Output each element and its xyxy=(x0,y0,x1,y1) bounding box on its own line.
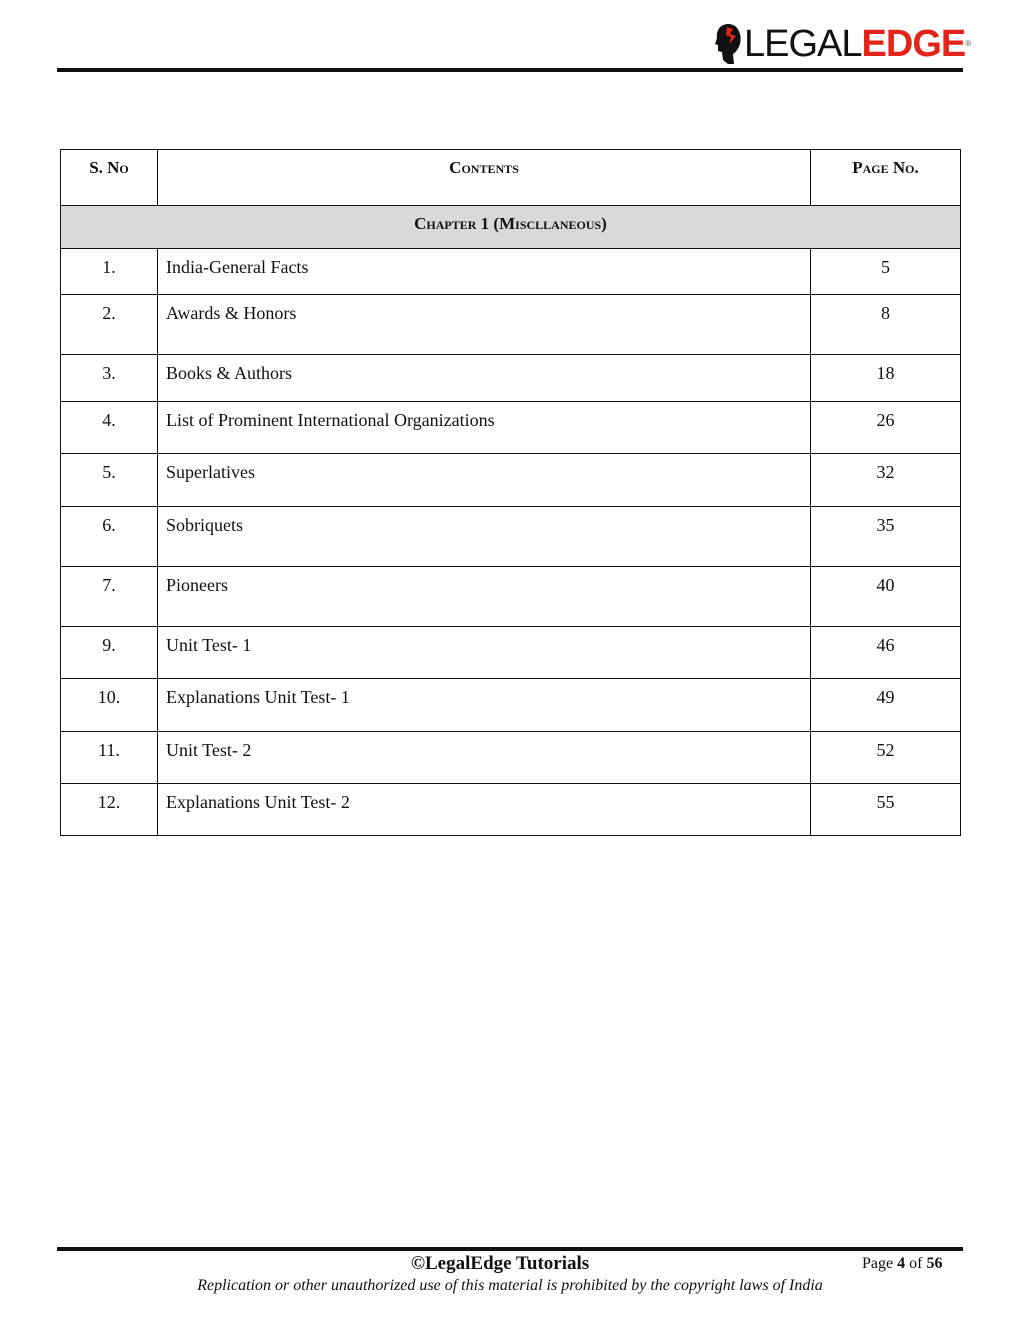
row-sno: 9. xyxy=(61,627,158,679)
row-content: List of Prominent International Organizations xyxy=(158,402,811,454)
row-sno: 7. xyxy=(61,567,158,627)
table-row xyxy=(61,507,961,567)
logo-edge-text: EDGE xyxy=(861,23,966,65)
table-row xyxy=(61,567,961,627)
row-content: Explanations Unit Test- 2 xyxy=(158,784,811,836)
footer-rule xyxy=(57,1247,963,1251)
row-page: 26 xyxy=(811,402,961,454)
row-sno: 1. xyxy=(61,249,158,295)
page-label: Page xyxy=(862,1255,894,1272)
footer-title: ©LegalEdge Tutorials xyxy=(410,1253,590,1274)
row-page: 5 xyxy=(811,249,961,295)
logo-wordmark xyxy=(744,22,970,66)
head-silhouette-icon xyxy=(714,22,744,66)
page-of: of xyxy=(909,1255,923,1272)
row-sno: 3. xyxy=(61,355,158,402)
table-row xyxy=(61,732,961,784)
table-row xyxy=(61,295,961,355)
copyright-note: Replication or other unauthorized use of this material is prohibited by the copyright laws of India xyxy=(197,1277,823,1294)
col-header-page: Page No. xyxy=(811,150,961,206)
logo-legal-text: LEGAL xyxy=(744,23,862,65)
row-sno: 11. xyxy=(61,732,158,784)
table-header-row xyxy=(61,150,961,206)
row-page: 55 xyxy=(811,784,961,836)
table-row xyxy=(61,454,961,507)
row-sno: 4. xyxy=(61,402,158,454)
page-current: 4 xyxy=(897,1255,906,1272)
row-page: 52 xyxy=(811,732,961,784)
page-number xyxy=(862,1255,942,1273)
row-page: 46 xyxy=(811,627,961,679)
row-page: 35 xyxy=(811,507,961,567)
row-content: Unit Test- 1 xyxy=(158,627,811,679)
row-sno: 5. xyxy=(61,454,158,507)
row-page: 32 xyxy=(811,454,961,507)
row-content: India-General Facts xyxy=(158,249,811,295)
col-header-sno: S. No xyxy=(61,150,158,206)
table-row xyxy=(61,784,961,836)
row-sno: 2. xyxy=(61,295,158,355)
row-page: 49 xyxy=(811,679,961,732)
registered-mark: ® xyxy=(965,39,971,48)
row-sno: 12. xyxy=(61,784,158,836)
row-content: Superlatives xyxy=(158,454,811,507)
table-row xyxy=(61,402,961,454)
row-sno: 6. xyxy=(61,507,158,567)
table-row xyxy=(61,679,961,732)
row-sno: 10. xyxy=(61,679,158,732)
table-row xyxy=(61,249,961,295)
row-page: 8 xyxy=(811,295,961,355)
col-header-contents: Contents xyxy=(158,150,811,206)
header-rule xyxy=(57,68,963,72)
chapter-row xyxy=(61,206,961,249)
chapter-title: Chapter 1 (Miscllaneous) xyxy=(61,206,961,249)
row-content: Awards & Honors xyxy=(158,295,811,355)
legaledge-logo xyxy=(714,22,970,66)
row-content: Unit Test- 2 xyxy=(158,732,811,784)
row-content: Sobriquets xyxy=(158,507,811,567)
contents-table xyxy=(60,149,961,836)
table-row xyxy=(61,627,961,679)
table-row xyxy=(61,355,961,402)
row-page: 40 xyxy=(811,567,961,627)
row-content: Explanations Unit Test- 1 xyxy=(158,679,811,732)
row-page: 18 xyxy=(811,355,961,402)
row-content: Books & Authors xyxy=(158,355,811,402)
page-total: 56 xyxy=(926,1255,943,1272)
row-content: Pioneers xyxy=(158,567,811,627)
